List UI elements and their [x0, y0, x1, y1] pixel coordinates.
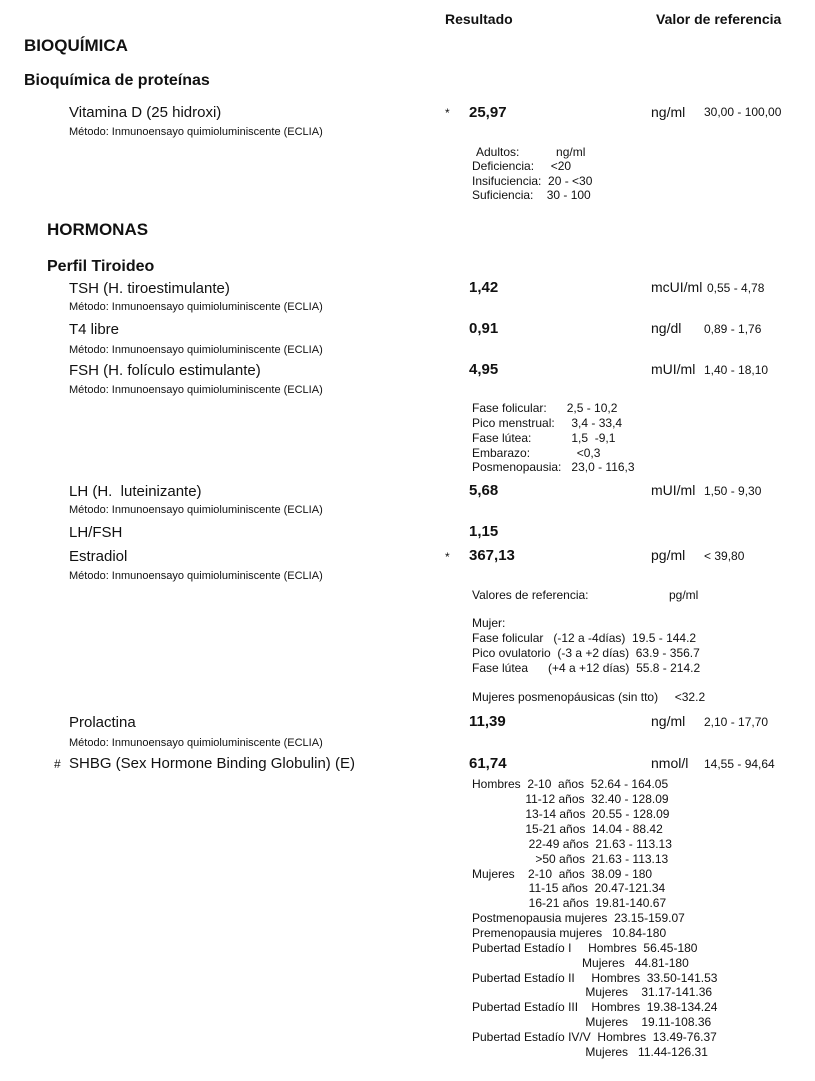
test-name-shbg: SHBG (Sex Hormone Binding Globulin) (E) [69, 755, 355, 772]
method-lh: Método: Inmunoensayo quimioluminiscente (ECLIA) [69, 504, 323, 516]
method-t4-libre: Método: Inmunoensayo quimioluminiscente (ECLIA) [69, 344, 323, 356]
method-estradiol: Método: Inmunoensayo quimioluminiscente (ECLIA) [69, 570, 323, 582]
method-tsh: Método: Inmunoensayo quimioluminiscente (ECLIA) [69, 301, 323, 313]
note-line: Posmenopausia: 23,0 - 116,3 [472, 460, 635, 474]
unit-prolactina: ng/ml [651, 713, 686, 729]
test-name-vitamina-d: Vitamina D (25 hidroxi) [69, 104, 222, 121]
subsection-perfil-tiroideo: Perfil Tiroideo [47, 258, 155, 275]
note-line: 15-21 años 14.04 - 88.42 [472, 822, 663, 836]
reference-values-unit: pg/ml [669, 588, 699, 602]
reference-range-fsh: 1,40 - 18,10 [704, 363, 769, 377]
note-line: Fase lútea (+4 a +12 días) 55.8 - 214.2 [472, 661, 701, 675]
section-bioquimica-title: BIOQUÍMICA [24, 36, 128, 55]
note-line: Mujeres 19.11-108.36 [472, 1015, 712, 1029]
test-name-lh-fsh: LH/FSH [69, 524, 123, 541]
note-line: Deficiencia: <20 [472, 159, 572, 173]
note-line: >50 años 21.63 - 113.13 [472, 852, 669, 866]
note-line: Pubertad Estadío IV/V Hombres 13.49-76.37 [472, 1030, 717, 1044]
note-line: Fase lútea: 1,5 -9,1 [472, 431, 616, 445]
subsection-bioquimica-proteinas: Bioquímica de proteínas [24, 72, 210, 89]
note-line: Fase folicular: 2,5 - 10,2 [472, 401, 618, 415]
reference-values-heading: Valores de referencia: [472, 588, 589, 602]
note-line: 13-14 años 20.55 - 128.09 [472, 807, 670, 821]
reference-range-tsh: 0,55 - 4,78 [707, 281, 765, 295]
result-value-lh: 5,68 [469, 482, 499, 499]
note-line: Mujeres 11.44-126.31 [472, 1045, 708, 1059]
reference-range-t4-libre: 0,89 - 1,76 [704, 322, 762, 336]
note-line: Postmenopausia mujeres 23.15-159.07 [472, 911, 685, 925]
note-line: Mujeres 31.17-141.36 [472, 985, 713, 999]
note-line: Mujeres 2-10 años 38.09 - 180 [472, 867, 653, 881]
section-hormonas-title: HORMONAS [47, 220, 149, 239]
note-line: Pubertad Estadío I Hombres 56.45-180 [472, 941, 698, 955]
method-vitamina-d: Método: Inmunoensayo quimioluminiscente (ECLIA) [69, 126, 323, 138]
result-value-fsh: 4,95 [469, 361, 499, 378]
abnormal-flag: * [445, 106, 450, 120]
note-line-postmenopausal: Mujeres posmenopáusicas (sin tto) <32.2 [472, 690, 706, 704]
method-prolactina: Método: Inmunoensayo quimioluminiscente (ECLIA) [69, 737, 323, 749]
header-resultado: Resultado [445, 11, 513, 27]
test-name-fsh: FSH (H. folículo estimulante) [69, 362, 261, 379]
note-line: Mujeres 44.81-180 [472, 956, 689, 970]
abnormal-flag: * [445, 550, 450, 564]
reference-range-shbg: 14,55 - 94,64 [704, 757, 775, 771]
result-value-tsh: 1,42 [469, 279, 499, 296]
result-value-lh-fsh: 1,15 [469, 523, 499, 540]
note-line: Premenopausia mujeres 10.84-180 [472, 926, 667, 940]
external-lab-flag: # [54, 757, 61, 771]
unit-lh: mUI/ml [651, 482, 696, 498]
note-line: Pubertad Estadío II Hombres 33.50-141.53 [472, 971, 718, 985]
result-value-vitamina-d: 25,97 [469, 104, 507, 121]
unit-vitamina-d: ng/ml [651, 104, 686, 120]
unit-t4-libre: ng/dl [651, 320, 682, 336]
test-name-lh: LH (H. luteinizante) [69, 483, 202, 500]
unit-estradiol: pg/ml [651, 547, 686, 563]
test-name-estradiol: Estradiol [69, 548, 128, 565]
result-value-estradiol: 367,13 [469, 547, 515, 564]
reference-range-prolactina: 2,10 - 17,70 [704, 715, 769, 729]
note-line: Pico menstrual: 3,4 - 33,4 [472, 416, 623, 430]
note-line: Suficiencia: 30 - 100 [472, 188, 591, 202]
reference-range-vitamina-d: 30,00 - 100,00 [704, 105, 782, 119]
note-line: Pubertad Estadío III Hombres 19.38-134.24 [472, 1000, 718, 1014]
note-line: Pico ovulatorio (-3 a +2 días) 63.9 - 356.7 [472, 646, 700, 660]
note-line: Embarazo: <0,3 [472, 446, 601, 460]
note-line: Mujer: [472, 616, 506, 630]
result-value-t4-libre: 0,91 [469, 320, 499, 337]
note-line: 11-15 años 20.47-121.34 [472, 881, 666, 895]
note-line: Hombres 2-10 años 52.64 - 164.05 [472, 777, 669, 791]
note-line: 11-12 años 32.40 - 128.09 [472, 792, 669, 806]
reference-range-estradiol: < 39,80 [704, 549, 745, 563]
unit-shbg: nmol/l [651, 755, 689, 771]
reference-range-lh: 1,50 - 9,30 [704, 484, 762, 498]
test-name-tsh: TSH (H. tiroestimulante) [69, 280, 230, 297]
header-valor-referencia: Valor de referencia [656, 11, 782, 27]
test-name-t4-libre: T4 libre [69, 321, 120, 338]
unit-tsh: mcUI/ml [651, 279, 703, 295]
unit-fsh: mUI/ml [651, 361, 696, 377]
note-line: Insifuciencia: 20 - <30 [472, 174, 593, 188]
method-fsh: Método: Inmunoensayo quimioluminiscente (ECLIA) [69, 384, 323, 396]
note-line: 16-21 años 19.81-140.67 [472, 896, 667, 910]
result-value-prolactina: 11,39 [469, 713, 506, 730]
note-line: 22-49 años 21.63 - 113.13 [472, 837, 672, 851]
result-value-shbg: 61,74 [469, 755, 507, 772]
note-line: Adultos: ng/ml [476, 145, 586, 159]
note-line: Fase folicular (-12 a -4días) 19.5 - 144.2 [472, 631, 697, 645]
test-name-prolactina: Prolactina [69, 714, 136, 731]
